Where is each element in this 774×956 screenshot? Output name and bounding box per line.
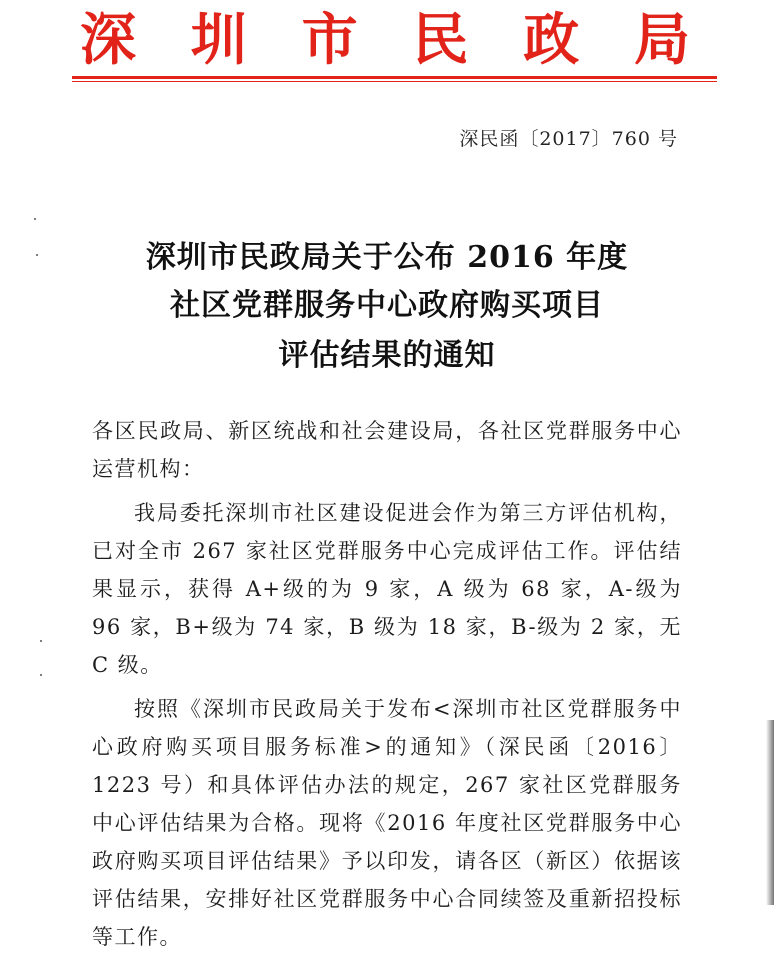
notice-title-line-2: 社区党群服务中心政府购买项目 xyxy=(170,288,604,323)
body-paragraph-1: 我局委托深圳市社区建设促进会作为第三方评估机构，已对全市 267 家社区党群服务中心完成评估工作。评估结果显示，获得 A+级的为 9 家，A 级为 68 家，A-级为 96 家，B+级为 74 家，B 级为 18 家，B-级为 2 家，无 C 级。 xyxy=(92,501,682,677)
notice-title-line-3: 评估结果的通知 xyxy=(278,338,496,373)
document-number: 深民函〔2017〕760 号 xyxy=(459,128,678,150)
header-char: 民 xyxy=(412,8,469,73)
header-char: 市 xyxy=(301,8,358,73)
header-divider xyxy=(72,76,717,79)
body-paragraph-2: 按照《深圳市民政局关于发布<深圳市社区党群服务中心政府购买项目服务标准>的通知》（深民函〔2016〕1223 号）和具体评估办法的规定，267 家社区党群服务中心评估结果为合格。现将《2016 年度社区党群服务中心政府购买项目评估结果》予以印发，请各区（新区）依据该评估结果，安排好社区党群服务中心合同续签及重新招投标等工作。 xyxy=(92,697,682,949)
header-char: 政 xyxy=(523,8,580,73)
scan-speck xyxy=(34,218,36,220)
scan-speck xyxy=(36,254,38,256)
header-char: 局 xyxy=(633,8,690,73)
salutation: 各区民政局、新区统战和社会建设局，各社区党群服务中心运营机构： xyxy=(92,419,682,481)
notice-title-line-1: 深圳市民政局关于公布 2016 年度 xyxy=(145,240,629,275)
scan-speck xyxy=(40,674,42,676)
agency-header xyxy=(80,8,690,74)
header-char: 圳 xyxy=(190,8,247,73)
header-divider-thin xyxy=(72,81,717,82)
scan-speck xyxy=(40,640,42,642)
notice-body xyxy=(92,412,682,956)
header-char: 深 xyxy=(80,8,136,73)
scan-edge-shadow xyxy=(766,720,774,905)
